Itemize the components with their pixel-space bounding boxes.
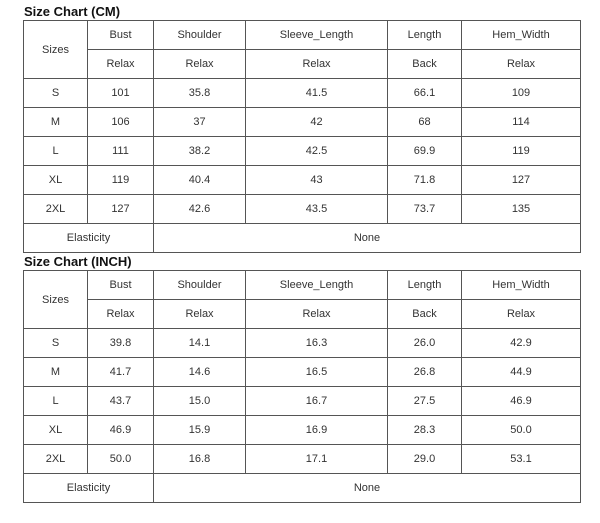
value-cell: 16.9 xyxy=(246,416,388,445)
value-cell: 41.7 xyxy=(88,358,154,387)
value-cell: 101 xyxy=(88,79,154,108)
value-cell: 29.0 xyxy=(388,445,462,474)
header-bust: Bust xyxy=(88,271,154,300)
elasticity-value: None xyxy=(154,224,581,253)
subheader-cell: Relax xyxy=(462,300,581,329)
size-cell: 2XL xyxy=(24,195,88,224)
value-cell: 15.0 xyxy=(154,387,246,416)
value-cell: 127 xyxy=(462,166,581,195)
value-cell: 26.0 xyxy=(388,329,462,358)
header-shoulder: Shoulder xyxy=(154,21,246,50)
elasticity-row xyxy=(24,474,581,503)
subheader-cell: Relax xyxy=(154,300,246,329)
value-cell: 111 xyxy=(88,137,154,166)
value-cell: 127 xyxy=(88,195,154,224)
value-cell: 119 xyxy=(462,137,581,166)
value-cell: 38.2 xyxy=(154,137,246,166)
size-cell: S xyxy=(24,79,88,108)
value-cell: 16.7 xyxy=(246,387,388,416)
subheader-cell: Relax xyxy=(88,300,154,329)
value-cell: 40.4 xyxy=(154,166,246,195)
table-row xyxy=(24,166,581,195)
header-length: Length xyxy=(388,21,462,50)
subheader-cell: Back xyxy=(388,300,462,329)
value-cell: 119 xyxy=(88,166,154,195)
size-cell: XL xyxy=(24,166,88,195)
value-cell: 15.9 xyxy=(154,416,246,445)
subheader-cell: Relax xyxy=(246,300,388,329)
sizes-header: Sizes xyxy=(24,271,88,329)
value-cell: 14.6 xyxy=(154,358,246,387)
header-hem-width: Hem_Width xyxy=(462,271,581,300)
value-cell: 16.3 xyxy=(246,329,388,358)
subheader-row xyxy=(24,300,581,329)
value-cell: 69.9 xyxy=(388,137,462,166)
subheader-cell: Relax xyxy=(462,50,581,79)
header-row xyxy=(24,271,581,300)
value-cell: 68 xyxy=(388,108,462,137)
table-row xyxy=(24,445,581,474)
value-cell: 50.0 xyxy=(462,416,581,445)
table-row xyxy=(24,387,581,416)
size-cell: M xyxy=(24,358,88,387)
table-row xyxy=(24,358,581,387)
value-cell: 106 xyxy=(88,108,154,137)
size-chart-cm-title: Size Chart (CM) xyxy=(24,4,121,19)
header-sleeve-length: Sleeve_Length xyxy=(246,21,388,50)
value-cell: 43 xyxy=(246,166,388,195)
value-cell: 16.8 xyxy=(154,445,246,474)
subheader-cell: Back xyxy=(388,50,462,79)
table-row xyxy=(24,79,581,108)
header-hem-width: Hem_Width xyxy=(462,21,581,50)
subheader-cell: Relax xyxy=(246,50,388,79)
subheader-cell: Relax xyxy=(88,50,154,79)
subheader-cell: Relax xyxy=(154,50,246,79)
value-cell: 16.5 xyxy=(246,358,388,387)
value-cell: 44.9 xyxy=(462,358,581,387)
elasticity-value: None xyxy=(154,474,581,503)
table-row xyxy=(24,108,581,137)
value-cell: 26.8 xyxy=(388,358,462,387)
size-cell: 2XL xyxy=(24,445,88,474)
header-bust: Bust xyxy=(88,21,154,50)
header-sleeve-length: Sleeve_Length xyxy=(246,271,388,300)
table-row xyxy=(24,329,581,358)
size-cell: M xyxy=(24,108,88,137)
subheader-row xyxy=(24,50,581,79)
value-cell: 35.8 xyxy=(154,79,246,108)
size-chart-inch-table xyxy=(23,270,581,503)
value-cell: 42.9 xyxy=(462,329,581,358)
value-cell: 46.9 xyxy=(462,387,581,416)
header-length: Length xyxy=(388,271,462,300)
elasticity-label: Elasticity xyxy=(24,224,154,253)
value-cell: 28.3 xyxy=(388,416,462,445)
value-cell: 42.6 xyxy=(154,195,246,224)
sizes-header: Sizes xyxy=(24,21,88,79)
value-cell: 46.9 xyxy=(88,416,154,445)
table-row xyxy=(24,416,581,445)
value-cell: 42 xyxy=(246,108,388,137)
table-row xyxy=(24,195,581,224)
value-cell: 41.5 xyxy=(246,79,388,108)
value-cell: 135 xyxy=(462,195,581,224)
size-cell: S xyxy=(24,329,88,358)
value-cell: 42.5 xyxy=(246,137,388,166)
value-cell: 37 xyxy=(154,108,246,137)
value-cell: 53.1 xyxy=(462,445,581,474)
value-cell: 27.5 xyxy=(388,387,462,416)
value-cell: 50.0 xyxy=(88,445,154,474)
table-row xyxy=(24,137,581,166)
size-chart-inch-title: Size Chart (INCH) xyxy=(24,254,132,269)
elasticity-label: Elasticity xyxy=(24,474,154,503)
value-cell: 66.1 xyxy=(388,79,462,108)
size-chart-cm-table xyxy=(23,20,581,253)
value-cell: 39.8 xyxy=(88,329,154,358)
size-cell: L xyxy=(24,137,88,166)
value-cell: 109 xyxy=(462,79,581,108)
value-cell: 14.1 xyxy=(154,329,246,358)
header-row xyxy=(24,21,581,50)
header-shoulder: Shoulder xyxy=(154,271,246,300)
size-cell: XL xyxy=(24,416,88,445)
value-cell: 114 xyxy=(462,108,581,137)
size-cell: L xyxy=(24,387,88,416)
value-cell: 71.8 xyxy=(388,166,462,195)
elasticity-row xyxy=(24,224,581,253)
value-cell: 43.5 xyxy=(246,195,388,224)
value-cell: 43.7 xyxy=(88,387,154,416)
value-cell: 73.7 xyxy=(388,195,462,224)
value-cell: 17.1 xyxy=(246,445,388,474)
